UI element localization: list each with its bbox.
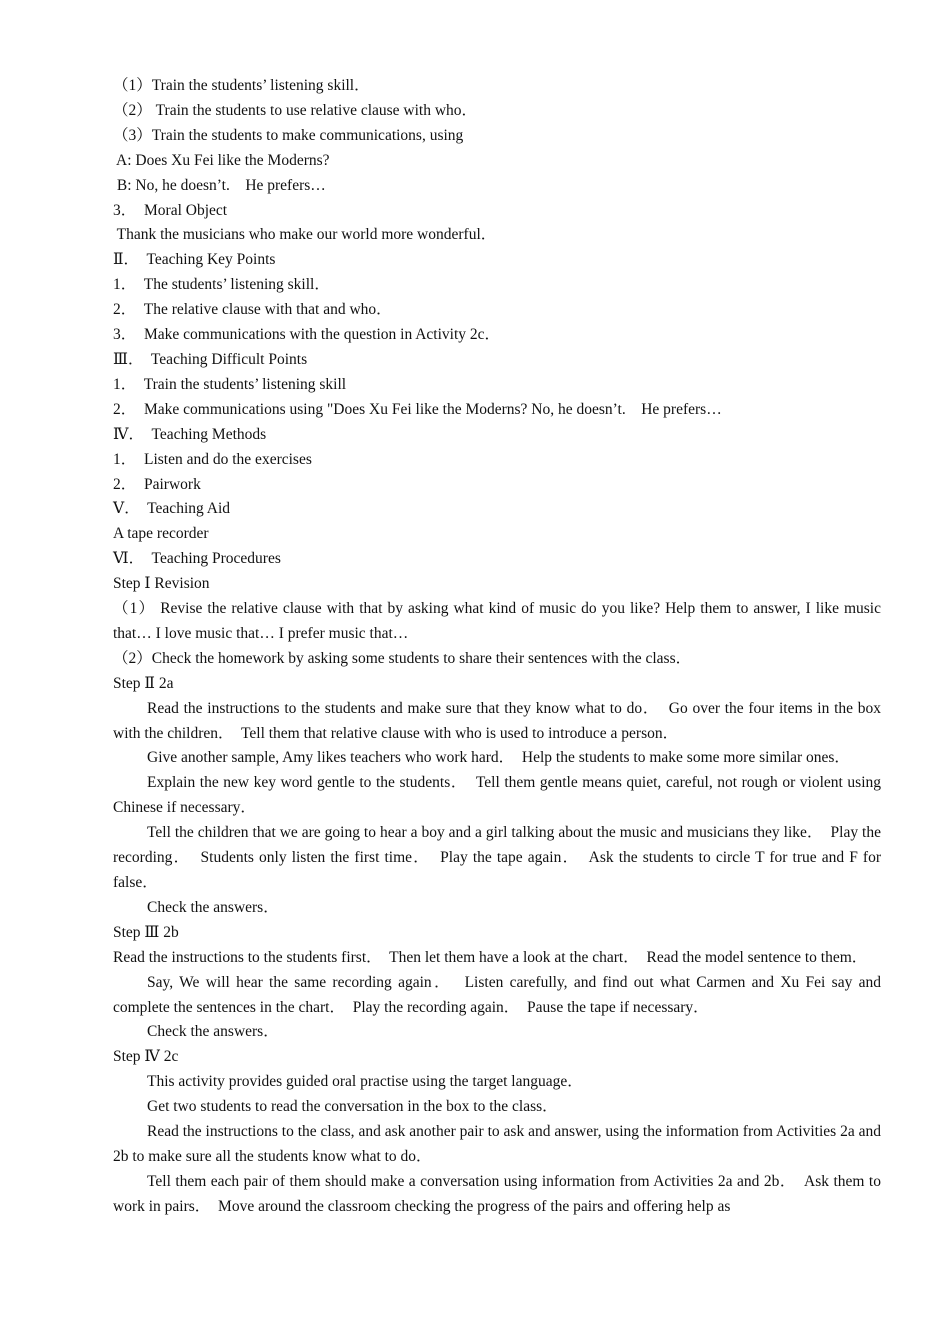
teaching-aid-heading: Ⅴ． Teaching Aid — [113, 500, 231, 518]
difficult-point-2: 2． Make communications using "Does Xu Fei like the Moderns? No, he doesn’t. He prefers… — [113, 400, 722, 418]
step2-paragraph: Read the instructions to the students and make sure that they know what to do． Go over the four items in the box with the children． Tell them that relative clause with who is used to introduce a person． — [113, 699, 885, 742]
objective-listening: （1）Train the students’ listening skill． — [113, 77, 370, 94]
step1-heading: Step Ⅰ Revision — [113, 575, 210, 593]
step4-paragraph: Read the instructions to the class, and ask another pair to ask and answer, using the information from Activities 2a and 2b to make sure all the students know what to do． — [113, 1123, 885, 1165]
objective-relative-clause: （2） Train the students to use relative clause with who． — [113, 101, 478, 119]
step2-heading: Step Ⅱ 2a — [113, 674, 174, 692]
objective-communications: （3）Train the students to make communications, using — [113, 126, 464, 144]
step3-heading: Step Ⅲ 2b — [113, 923, 179, 941]
dialogue-line-a: A: Does Xu Fei like the Moderns? — [113, 151, 330, 169]
step2-paragraph: Explain the new key word gentle to the students． Tell them gentle means quiet, careful, not rough or violent using Chinese if necessary． — [113, 774, 885, 817]
key-point-3: 3． Make communications with the question in Activity 2c． — [113, 326, 501, 344]
step4-paragraph: Get two students to read the conversation in the box to the class． — [147, 1098, 558, 1116]
step4-paragraph: Tell them each pair of them should make a conversation using information from Activities 2a and 2b． Ask them to work in pairs． Move around the classroom checking the progress of the pairs and offering help as — [113, 1172, 885, 1215]
step2-paragraph: Tell the children that we are going to hear a boy and a girl talking about the music and musicians they like． Play the recording． Students only listen the first time． Play the tape again． Ask the students to circle T for true and F for false． — [113, 824, 885, 891]
dialogue-line-b: B: No, he doesn’t. He prefers… — [113, 176, 326, 194]
moral-object-heading: 3． Moral Object — [113, 201, 228, 219]
moral-object-text: Thank the musicians who make our world more wonderful． — [113, 226, 497, 244]
key-point-2: 2． The relative clause with that and who． — [113, 301, 392, 319]
difficult-point-1: 1． Train the students’ listening skill — [113, 375, 347, 393]
teaching-aid-text: A tape recorder — [113, 525, 209, 543]
teaching-method-2: 2． Pairwork — [113, 475, 201, 493]
step4-paragraph: This activity provides guided oral practise using the target language． — [147, 1073, 583, 1091]
revision-item-2: （2）Check the homework by asking some students to share their sentences with the class． — [113, 649, 692, 667]
teaching-method-1: 1． Listen and do the exercises — [113, 450, 312, 468]
step4-heading: Step Ⅳ 2c — [113, 1048, 179, 1066]
difficult-points-heading: Ⅲ． Teaching Difficult Points — [113, 350, 308, 368]
step3-paragraph: Say, We will hear the same recording again． Listen carefully, and find out what Carmen and Xu Fei say and complete the sentences in the chart． Play the recording again． Pause the tape if necessary． — [113, 973, 885, 1016]
step2-paragraph: Give another sample, Amy likes teachers who work hard． Help the students to make some more similar ones． — [147, 749, 850, 767]
key-point-1: 1． The students’ listening skill． — [113, 276, 330, 294]
teaching-procedures-heading: Ⅵ． Teaching Procedures — [113, 550, 281, 568]
document-page — [113, 74, 885, 1220]
step3-intro-paragraph: Read the instructions to the students first． Then let them have a look at the chart． Read the model sentence to them． — [113, 948, 868, 966]
revision-item-1: （1） Revise the relative clause with that by asking what kind of music do you like? Help them to answer, I like music that… I love music that… I prefer music that… — [113, 600, 885, 642]
teaching-methods-heading: Ⅳ． Teaching Methods — [113, 425, 267, 443]
step2-paragraph: Check the answers． — [147, 898, 279, 916]
step3-paragraph: Check the answers． — [147, 1023, 279, 1041]
key-points-heading: Ⅱ． Teaching Key Points — [113, 251, 276, 269]
